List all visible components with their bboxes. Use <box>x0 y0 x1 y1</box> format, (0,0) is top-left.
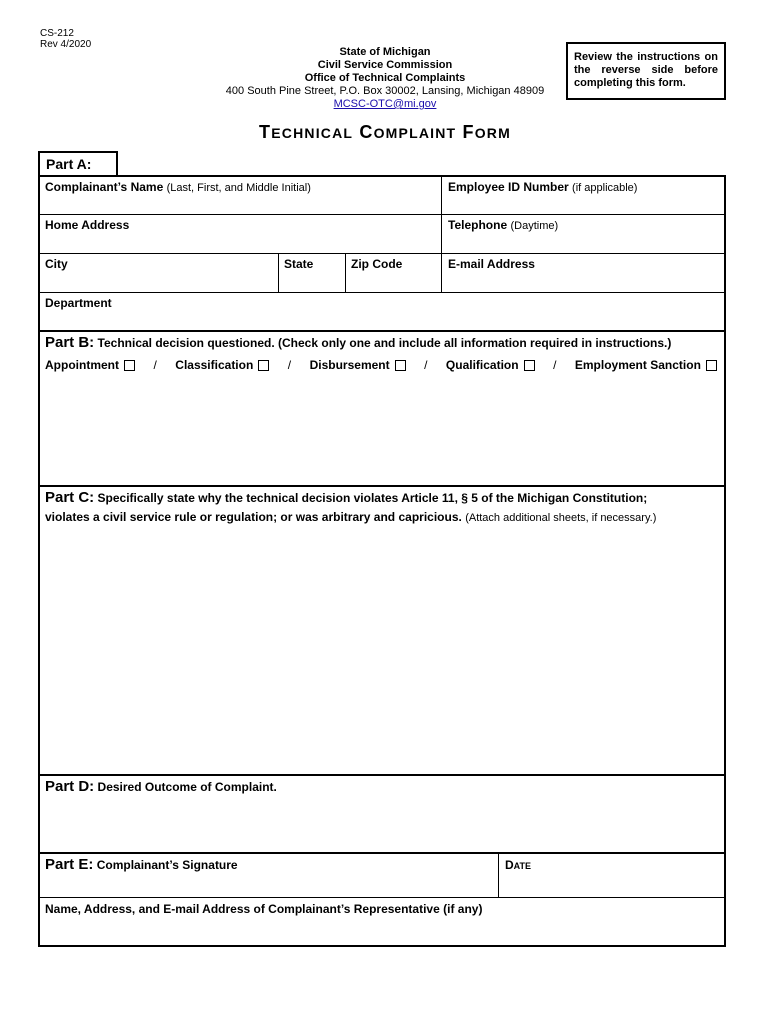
option-separator: / <box>287 358 292 372</box>
part-b-title: Part B: <box>45 334 95 351</box>
divider <box>38 485 726 487</box>
part-d-title: Part D: <box>45 778 95 795</box>
employee-id-label: Employee ID Number <box>448 180 569 194</box>
option-label: Classification <box>175 358 254 372</box>
agency-office: Office of Technical Complaints <box>304 72 466 84</box>
divider <box>38 852 726 854</box>
option-label: Disbursement <box>309 358 390 372</box>
employee-id-hint: (if applicable) <box>572 182 638 194</box>
date-field[interactable] <box>505 858 531 873</box>
divider <box>498 852 499 897</box>
part-e-title: Part E: <box>45 856 94 873</box>
title-initial-3: F <box>462 122 475 142</box>
title-word-1: ECHNICAL <box>271 125 354 141</box>
title-initial-2: C <box>359 122 374 142</box>
part-d-instructions: Desired Outcome of Complaint. <box>97 780 277 794</box>
representative-label: Name, Address, and E-mail Address of Complainant’s Representative (if any) <box>45 902 483 916</box>
home-address-field[interactable] <box>45 218 129 232</box>
title-initial-1: T <box>259 122 272 142</box>
complainant-name-label: Complainant’s Name <box>45 180 164 194</box>
divider <box>38 774 726 776</box>
option-label: Appointment <box>45 358 119 372</box>
part-d-header <box>45 780 277 794</box>
telephone-hint: (Daytime) <box>510 220 559 232</box>
decision-type-options <box>45 358 717 372</box>
representative-field[interactable] <box>45 902 482 916</box>
option-separator: / <box>553 358 557 372</box>
divider <box>38 330 726 332</box>
option-separator: / <box>153 358 157 372</box>
agency-state: State of Michigan <box>339 46 431 58</box>
part-c-response-area[interactable] <box>40 530 724 772</box>
form-revision: Rev 4/2020 <box>40 39 92 50</box>
title-word-2: OMPLAINT <box>373 125 457 141</box>
signature-label: Complainant’s Signature <box>96 858 238 872</box>
telephone-field[interactable] <box>448 218 558 233</box>
review-instructions-note: Review the instructions on the reverse side before completing this form. <box>566 42 726 100</box>
divider <box>345 253 346 292</box>
city-label: City <box>45 257 68 271</box>
part-b-response-area[interactable] <box>40 378 724 484</box>
date-label-initial: D <box>505 858 514 872</box>
state-field[interactable] <box>284 257 313 271</box>
option-appointment[interactable] <box>45 358 135 372</box>
divider <box>278 253 279 292</box>
option-classification[interactable] <box>175 358 269 372</box>
form-code <box>40 28 91 50</box>
zip-code-label: Zip Code <box>351 257 403 271</box>
appointment-checkbox[interactable] <box>124 360 135 371</box>
part-e-header[interactable] <box>45 858 238 872</box>
option-qualification[interactable] <box>446 358 535 372</box>
part-c-header <box>45 491 647 505</box>
part-c-hint: (Attach additional sheets, if necessary.) <box>465 512 657 524</box>
title-word-3: ORM <box>474 125 511 141</box>
complainant-name-hint: (Last, First, and Middle Initial) <box>166 182 311 194</box>
complainant-name-field[interactable] <box>45 180 311 195</box>
divider <box>38 214 726 215</box>
zip-code-field[interactable] <box>351 257 402 271</box>
date-label-rest: ATE <box>513 861 532 871</box>
agency-block <box>200 46 570 111</box>
part-a-tab: Part A: <box>38 151 118 177</box>
part-b-instructions: Technical decision questioned. (Check only one and include all information required in instructions.) <box>97 336 672 350</box>
form-number: CS-212 <box>40 28 74 39</box>
agency-commission: Civil Service Commission <box>317 59 453 71</box>
employee-id-field[interactable] <box>448 180 637 195</box>
divider <box>441 176 442 292</box>
telephone-label: Telephone <box>448 218 508 232</box>
part-c-instructions-2: violates a civil service rule or regulation; or was arbitrary and capricious. <box>45 510 462 524</box>
part-c-title: Part C: <box>45 489 95 506</box>
divider <box>38 897 726 898</box>
agency-email-link[interactable]: MCSC-OTC@mi.gov <box>333 98 437 110</box>
option-employment-sanction[interactable] <box>575 358 717 372</box>
divider <box>38 253 726 254</box>
divider <box>38 292 726 293</box>
option-label: Employment Sanction <box>574 358 701 372</box>
state-label: State <box>284 257 314 271</box>
department-field[interactable] <box>45 296 112 310</box>
disbursement-checkbox[interactable] <box>395 360 406 371</box>
option-separator: / <box>424 358 428 372</box>
classification-checkbox[interactable] <box>258 360 269 371</box>
part-b-header <box>45 336 671 350</box>
email-address-label: E-mail Address <box>448 257 535 271</box>
form-title <box>0 122 770 143</box>
part-c-header-line2 <box>45 510 656 525</box>
part-d-response-area[interactable] <box>40 800 724 850</box>
email-address-field[interactable] <box>448 257 535 271</box>
qualification-checkbox[interactable] <box>524 360 535 371</box>
agency-address: 400 South Pine Street, P.O. Box 30002, Lansing, Michigan 48909 <box>225 85 545 97</box>
option-label: Qualification <box>445 358 519 372</box>
option-disbursement[interactable] <box>310 358 406 372</box>
home-address-label: Home Address <box>45 218 130 232</box>
part-c-instructions-1: Specifically state why the technical decision violates Article 11, § 5 of the Michigan Constitution; <box>97 491 648 505</box>
city-field[interactable] <box>45 257 68 271</box>
department-label: Department <box>45 296 112 310</box>
employment-sanction-checkbox[interactable] <box>706 360 717 371</box>
